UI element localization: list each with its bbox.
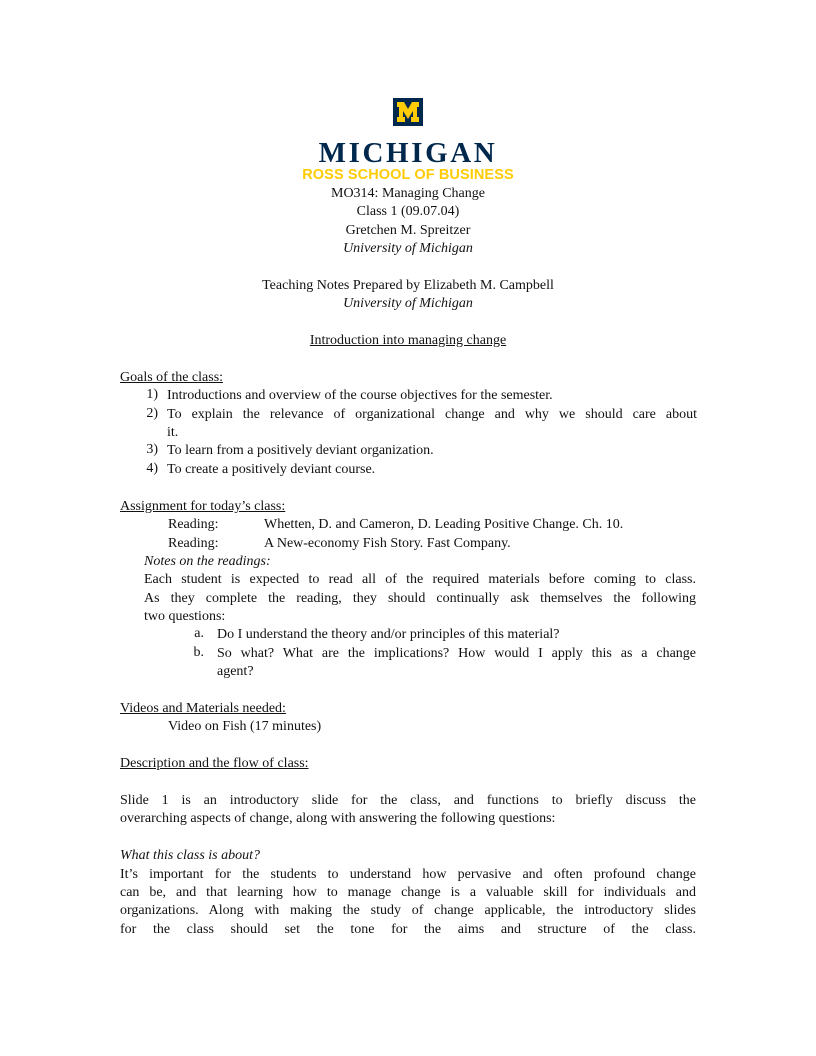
goal-item-continued: it. bbox=[167, 425, 179, 440]
goal-number: 3) bbox=[146, 442, 158, 457]
goal-item: To create a positively deviant course. bbox=[167, 462, 376, 477]
question-letter: a. bbox=[194, 626, 204, 641]
reading-text: Whetten, D. and Cameron, D. Leading Positive Change. Ch. 10. bbox=[264, 517, 624, 532]
course-title: MO314: Managing Change bbox=[331, 186, 485, 201]
notes-line: two questions: bbox=[144, 609, 226, 624]
reading-label: Reading: bbox=[168, 536, 219, 551]
reading-label: Reading: bbox=[168, 517, 219, 532]
goal-item: To learn from a positively deviant organization. bbox=[167, 443, 434, 458]
block-m-logo-icon bbox=[393, 98, 423, 126]
goal-number: 1) bbox=[146, 387, 158, 402]
paragraph-line: can be, and that learning how to manage change is a valuable skill for individuals and bbox=[120, 885, 696, 900]
goal-number: 4) bbox=[146, 461, 158, 476]
question-text: Do I understand the theory and/or principles of this material? bbox=[217, 627, 560, 642]
class-line: Class 1 (09.07.04) bbox=[356, 204, 460, 219]
notes-author-affiliation: University of Michigan bbox=[343, 296, 473, 311]
goal-item: Introductions and overview of the course objectives for the semester. bbox=[167, 388, 553, 403]
notes-line: Each student is expected to read all of the required materials before coming to class. bbox=[144, 572, 696, 587]
question-letter: b. bbox=[193, 645, 204, 660]
paragraph-line: overarching aspects of change, along with answering the following questions: bbox=[120, 811, 556, 826]
goal-number: 2) bbox=[146, 406, 158, 421]
description-heading: Description and the flow of class: bbox=[120, 756, 309, 771]
goals-heading: Goals of the class: bbox=[120, 370, 224, 385]
reading-row bbox=[168, 535, 511, 554]
materials-item: Video on Fish (17 minutes) bbox=[168, 719, 322, 734]
materials-heading: Videos and Materials needed: bbox=[120, 701, 286, 716]
question-text-continued: agent? bbox=[217, 664, 254, 679]
reading-text: A New-economy Fish Story. Fast Company. bbox=[264, 536, 511, 551]
assignment-heading: Assignment for today’s class: bbox=[120, 499, 286, 514]
goal-item: To explain the relevance of organizational change and why we should care about bbox=[167, 407, 697, 422]
notes-heading: Notes on the readings: bbox=[144, 554, 271, 569]
instructor-name: Gretchen M. Spreitzer bbox=[345, 223, 471, 238]
paragraph-line: It’s important for the students to understand how pervasive and often profound change bbox=[120, 867, 696, 882]
university-logo bbox=[0, 98, 816, 184]
paragraph-line: organizations. Along with making the study of change applicable, the introductory slides bbox=[120, 903, 696, 918]
logo-subbrand: ROSS SCHOOL OF BUSINESS bbox=[302, 167, 514, 183]
paragraph-line: Slide 1 is an introductory slide for the class, and functions to briefly discuss the bbox=[120, 793, 696, 808]
reading-row bbox=[168, 516, 623, 535]
question-text: So what? What are the implications? How would I apply this as a change bbox=[217, 646, 696, 661]
topic-title: Introduction into managing change bbox=[309, 333, 507, 348]
paragraph-line: for the class should set the tone for the aims and structure of the class. bbox=[120, 922, 696, 937]
logo-wordmark: MICHIGAN bbox=[318, 137, 498, 169]
notes-author: Teaching Notes Prepared by Elizabeth M. Campbell bbox=[262, 278, 554, 293]
instructor-affiliation: University of Michigan bbox=[343, 241, 473, 256]
notes-line: As they complete the reading, they should continually ask themselves the following bbox=[144, 591, 696, 606]
question-heading: What this class is about? bbox=[120, 848, 261, 863]
